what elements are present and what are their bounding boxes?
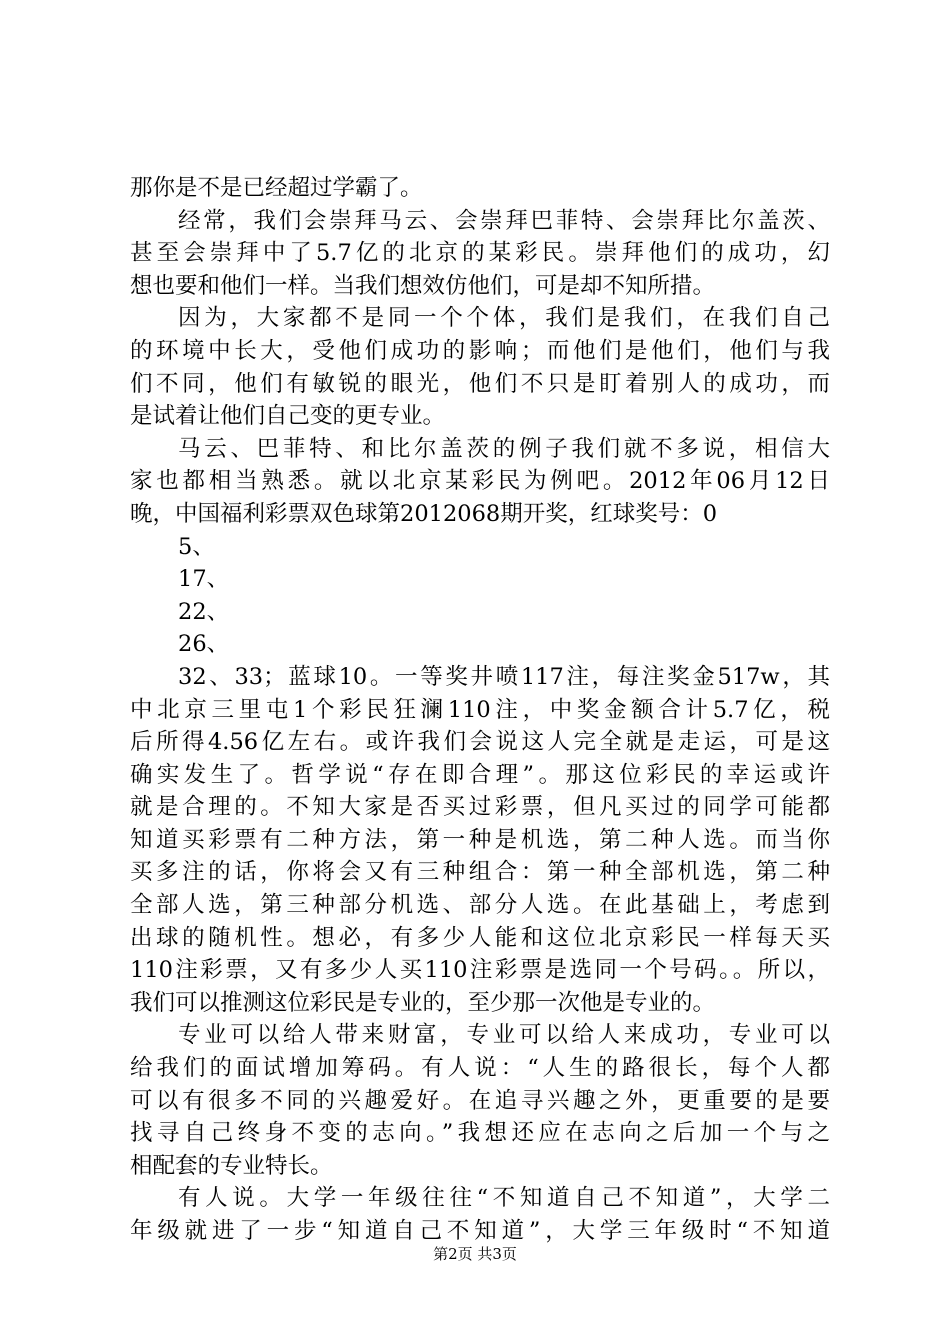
text-line: 26、 — [178, 631, 230, 658]
text-line: 17、 — [178, 566, 230, 593]
text-line: 22、 — [178, 598, 230, 625]
text-line: 可以有很多不同的兴趣爱好。在追寻兴趣之外，更重要的是要 — [130, 1087, 830, 1114]
text-line: 110注彩票，又有多少人买110注彩票是选同一个号码。。所以， — [130, 957, 830, 984]
text-line: 给我们的面试增加筹码。有人说：“人生的路很长，每个人都 — [130, 1055, 830, 1082]
text-line: 专业可以给人带来财富，专业可以给人来成功，专业可以 — [178, 1022, 830, 1049]
text-line: 全部人选，第三种部分机选、部分人选。在此基础上，考虑到 — [130, 892, 830, 919]
text-line: 5、 — [178, 533, 215, 560]
text-line: 是试着让他们自己变的更专业。 — [130, 403, 446, 430]
text-line: 后所得4.56亿左右。或许我们会说这人完全就是走运，可是这 — [130, 729, 830, 756]
text-line: 找寻自己终身不变的志向。”我想还应在志向之后加一个与之 — [130, 1120, 830, 1147]
text-line: 我们可以推测这位彩民是专业的，至少那一次他是专业的。 — [130, 989, 716, 1016]
text-line: 相配套的专业特长。 — [130, 1152, 333, 1179]
text-line: 因为，大家都不是同一个个体，我们是我们，在我们自己 — [178, 305, 830, 332]
text-line: 确实发生了。哲学说“存在即合理”。那这位彩民的幸运或许 — [130, 761, 830, 788]
text-line: 有人说。大学一年级往往“不知道自己不知道”，大学二 — [178, 1185, 830, 1212]
text-line: 甚至会崇拜中了5.7亿的北京的某彩民。崇拜他们的成功，幻 — [130, 240, 830, 267]
text-line: 中北京三里屯1个彩民狂澜110注，中奖金额合计5.7亿，税 — [130, 696, 830, 723]
text-line: 想也要和他们一样。当我们想效仿他们，可是却不知所措。 — [130, 272, 716, 299]
text-line: 家也都相当熟悉。就以北京某彩民为例吧。2012年06月12日 — [130, 468, 830, 495]
text-line: 32、33；蓝球10。一等奖井喷117注，每注奖金517w，其 — [178, 663, 830, 690]
text-line: 年级就进了一步“知道自己不知道”，大学三年级时“不知道 — [130, 1218, 830, 1244]
text-line: 知道买彩票有二种方法，第一种是机选，第二种人选。而当你 — [130, 826, 830, 853]
text-line: 们不同，他们有敏锐的眼光，他们不只是盯着别人的成功，而 — [130, 370, 830, 397]
text-line: 就是合理的。不知大家是否买过彩票，但凡买过的同学可能都 — [130, 794, 830, 821]
text-line: 经常，我们会崇拜马云、会崇拜巴菲特、会崇拜比尔盖茨、 — [178, 207, 830, 234]
text-line: 出球的随机性。想必，有多少人能和这位北京彩民一样每天买 — [130, 924, 830, 951]
text-line: 那你是不是已经超过学霸了。 — [130, 175, 423, 201]
text-line: 晚，中国福利彩票双色球第2012068期开奖，红球奖号：0 — [130, 500, 718, 527]
body-text — [130, 172, 830, 1248]
page-footer: 第2页 共3页 — [433, 1245, 517, 1263]
text-line: 的环境中长大，受他们成功的影响；而他们是他们，他们与我 — [130, 337, 830, 364]
text-line: 马云、巴菲特、和比尔盖茨的例子我们就不多说，相信大 — [178, 435, 830, 462]
text-line: 买多注的话，你将会又有三种组合：第一种全部机选，第二种 — [130, 859, 830, 886]
